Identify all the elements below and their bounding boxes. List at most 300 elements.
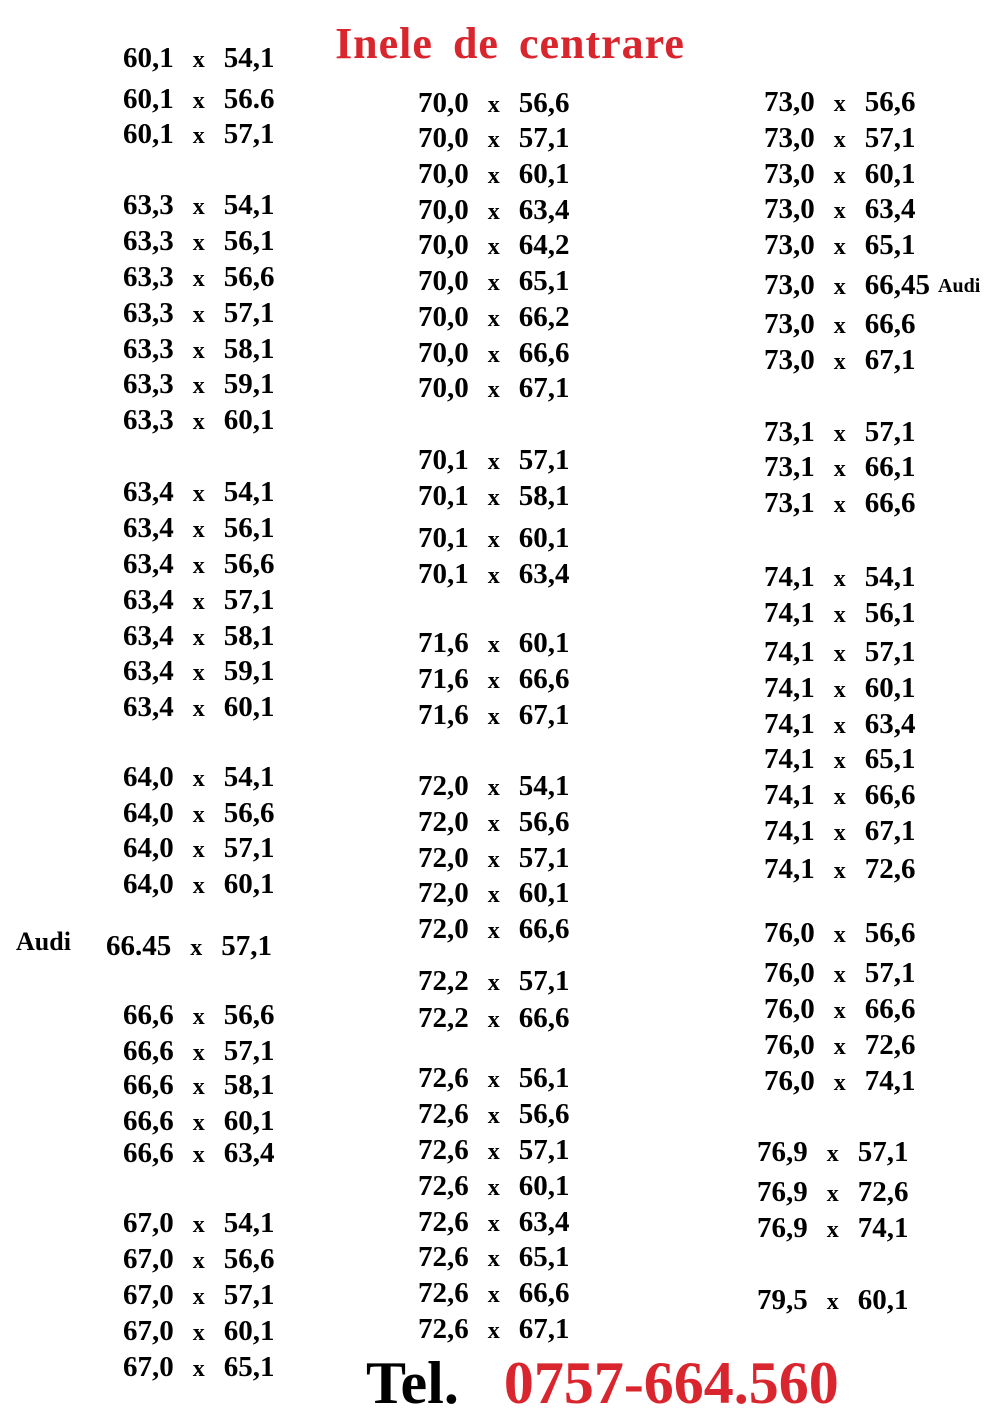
inner-diameter: 60,1: [518, 522, 570, 554]
inner-diameter: 72,6: [857, 1176, 909, 1208]
times-separator: x: [192, 1356, 205, 1382]
size-entry: [418, 1206, 570, 1238]
times-separator: x: [192, 88, 205, 114]
size-entry: [123, 832, 275, 864]
outer-diameter: 72,0: [418, 913, 469, 945]
inner-diameter: 60,1: [518, 1170, 570, 1202]
outer-diameter: 74,1: [764, 597, 815, 629]
outer-diameter: 74,1: [764, 743, 815, 775]
times-separator: x: [487, 1318, 500, 1344]
contact-footer: [366, 1350, 839, 1416]
size-entry: [123, 868, 275, 900]
outer-diameter: 70,0: [418, 265, 469, 297]
outer-diameter: 63,4: [123, 691, 174, 723]
inner-diameter: 56,1: [864, 597, 916, 629]
times-separator: x: [487, 632, 500, 658]
times-separator: x: [192, 1212, 205, 1238]
inner-diameter: 67,1: [518, 1313, 570, 1345]
inner-diameter: 57,1: [518, 444, 570, 476]
outer-diameter: 73,1: [764, 487, 815, 519]
inner-diameter: 57,1: [223, 118, 275, 150]
size-entry: [764, 957, 916, 989]
size-entry: [418, 1170, 570, 1202]
outer-diameter: 76,0: [764, 957, 815, 989]
size-entry: [764, 158, 916, 190]
inner-diameter: 56,6: [223, 797, 275, 829]
inner-diameter: 66,6: [864, 993, 916, 1025]
times-separator: x: [192, 1004, 205, 1030]
times-separator: x: [833, 313, 846, 339]
outer-diameter: 73,0: [764, 122, 815, 154]
inner-diameter: 57,1: [518, 842, 570, 874]
size-entry: [757, 1176, 909, 1208]
times-separator: x: [192, 625, 205, 651]
times-separator: x: [487, 485, 500, 511]
times-separator: x: [487, 775, 500, 801]
inner-diameter: 66,6: [518, 913, 570, 945]
outer-diameter: 74,1: [764, 815, 815, 847]
times-separator: x: [833, 91, 846, 117]
size-entry: [418, 1277, 570, 1309]
inner-diameter: 57,1: [518, 1134, 570, 1166]
size-entry: [764, 815, 916, 847]
outer-diameter: 72,6: [418, 1313, 469, 1345]
inner-diameter: 65,1: [518, 265, 570, 297]
size-entry: [764, 672, 916, 704]
outer-diameter: 76,0: [764, 917, 815, 949]
size-entry: [764, 993, 916, 1025]
size-entry: [764, 86, 916, 118]
outer-diameter: 67,0: [123, 1315, 174, 1347]
inner-diameter: 54,1: [223, 761, 275, 793]
times-separator: x: [833, 922, 846, 948]
size-entry: [123, 42, 275, 74]
inner-diameter: 57,1: [223, 1279, 275, 1311]
times-separator: x: [487, 234, 500, 260]
outer-diameter: 74,1: [764, 672, 815, 704]
outer-diameter: 72,0: [418, 877, 469, 909]
size-entry: [123, 297, 275, 329]
outer-diameter: 70,0: [418, 122, 469, 154]
size-entry: [123, 999, 275, 1031]
times-separator: x: [192, 230, 205, 256]
times-separator: x: [192, 660, 205, 686]
times-separator: x: [192, 373, 205, 399]
size-entry: [123, 1069, 275, 1101]
outer-diameter: 70,1: [418, 444, 469, 476]
inner-diameter: 57,1: [864, 957, 916, 989]
outer-diameter: 76,9: [757, 1212, 808, 1244]
times-separator: x: [192, 553, 205, 579]
times-separator: x: [487, 199, 500, 225]
times-separator: x: [833, 962, 846, 988]
times-separator: x: [833, 677, 846, 703]
outer-diameter: 71,6: [418, 699, 469, 731]
times-separator: x: [487, 1175, 500, 1201]
inner-diameter: 60,1: [223, 868, 275, 900]
times-separator: x: [833, 784, 846, 810]
size-entry: [123, 261, 275, 293]
brand-note: Audi: [938, 275, 981, 297]
size-entry: [764, 416, 916, 448]
inner-diameter: 67,1: [864, 344, 916, 376]
outer-diameter: 73,0: [764, 308, 815, 340]
times-separator: x: [833, 234, 846, 260]
times-separator: x: [192, 302, 205, 328]
times-separator: x: [833, 456, 846, 482]
size-entry: [418, 194, 570, 226]
outer-diameter: 73,0: [764, 229, 815, 261]
size-entry: [123, 691, 275, 723]
outer-diameter: 66,6: [123, 999, 174, 1031]
outer-diameter: 66,6: [123, 1137, 174, 1169]
size-entry: [764, 229, 916, 261]
times-separator: x: [833, 858, 846, 884]
outer-diameter: 67,0: [123, 1207, 174, 1239]
outer-diameter: 73,1: [764, 451, 815, 483]
outer-diameter: 76,0: [764, 1065, 815, 1097]
times-separator: x: [192, 1320, 205, 1346]
size-entry: [123, 1315, 275, 1347]
size-entry: [764, 269, 980, 301]
times-separator: x: [833, 820, 846, 846]
outer-diameter: 63,4: [123, 620, 174, 652]
inner-diameter: 66,1: [864, 451, 916, 483]
times-separator: x: [833, 492, 846, 518]
times-separator: x: [833, 998, 846, 1024]
inner-diameter: 60,1: [223, 691, 275, 723]
inner-diameter: 60,1: [518, 158, 570, 190]
inner-diameter: 57,1: [864, 636, 916, 668]
times-separator: x: [487, 1103, 500, 1129]
size-entry: [418, 699, 570, 731]
size-entry: [418, 122, 570, 154]
times-separator: x: [487, 1282, 500, 1308]
outer-diameter: 72,6: [418, 1134, 469, 1166]
inner-diameter: 56.6: [223, 83, 275, 115]
brand-note: Audi: [16, 927, 71, 956]
inner-diameter: 60,1: [223, 1315, 275, 1347]
times-separator: x: [192, 47, 205, 73]
times-separator: x: [826, 1289, 839, 1315]
times-separator: x: [833, 163, 846, 189]
outer-diameter: 63,3: [123, 297, 174, 329]
outer-diameter: 72,2: [418, 1002, 469, 1034]
times-separator: x: [833, 127, 846, 153]
size-entry: [16, 927, 272, 962]
inner-diameter: 56,6: [864, 86, 916, 118]
size-entry: [418, 480, 570, 512]
outer-diameter: 60,1: [123, 42, 174, 74]
times-separator: x: [826, 1217, 839, 1243]
outer-diameter: 60,1: [123, 83, 174, 115]
outer-diameter: 66,6: [123, 1069, 174, 1101]
outer-diameter: 70,1: [418, 480, 469, 512]
times-separator: x: [192, 589, 205, 615]
times-separator: x: [192, 1040, 205, 1066]
times-separator: x: [487, 1211, 500, 1237]
size-entry: [418, 913, 570, 945]
outer-diameter: 73,0: [764, 193, 815, 225]
outer-diameter: 60,1: [123, 118, 174, 150]
outer-diameter: 70,0: [418, 87, 469, 119]
inner-diameter: 57,1: [223, 584, 275, 616]
inner-diameter: 67,1: [864, 815, 916, 847]
inner-diameter: 65,1: [223, 1351, 275, 1383]
outer-diameter: 76,9: [757, 1176, 808, 1208]
inner-diameter: 66,6: [864, 779, 916, 811]
outer-diameter: 70,1: [418, 522, 469, 554]
times-separator: x: [487, 92, 500, 118]
inner-diameter: 56,6: [223, 261, 275, 293]
size-entry: [418, 158, 570, 190]
times-separator: x: [487, 704, 500, 730]
size-entry: [123, 1351, 275, 1383]
times-separator: x: [192, 266, 205, 292]
inner-diameter: 54,1: [223, 42, 275, 74]
size-entry: [418, 1241, 570, 1273]
size-entry: [764, 451, 916, 483]
inner-diameter: 66,6: [518, 663, 570, 695]
size-entry: [764, 487, 916, 519]
times-separator: x: [833, 748, 846, 774]
size-entry: [764, 308, 916, 340]
inner-diameter: 54,1: [223, 1207, 275, 1239]
inner-diameter: 57,1: [518, 122, 570, 154]
outer-diameter: 64,0: [123, 797, 174, 829]
inner-diameter: 66,6: [518, 1277, 570, 1309]
times-separator: x: [192, 481, 205, 507]
outer-diameter: 66.45: [106, 930, 172, 962]
size-entry: [418, 229, 570, 261]
times-separator: x: [487, 1007, 500, 1033]
times-separator: x: [487, 449, 500, 475]
inner-diameter: 74,1: [857, 1212, 909, 1244]
inner-diameter: 66,6: [864, 308, 916, 340]
times-separator: x: [826, 1141, 839, 1167]
inner-diameter: 60,1: [864, 158, 916, 190]
size-entry: [418, 806, 570, 838]
page-title: Inele de centrare: [335, 19, 685, 68]
size-entry: [418, 301, 570, 333]
outer-diameter: 72,0: [418, 770, 469, 802]
inner-diameter: 59,1: [223, 368, 275, 400]
size-entry: [418, 1134, 570, 1166]
outer-diameter: 63,3: [123, 261, 174, 293]
times-separator: x: [192, 409, 205, 435]
times-separator: x: [833, 602, 846, 628]
outer-diameter: 63,3: [123, 333, 174, 365]
inner-diameter: 57,1: [223, 297, 275, 329]
inner-diameter: 63,4: [518, 1206, 570, 1238]
inner-diameter: 63,4: [864, 193, 916, 225]
phone-number[interactable]: 0757-664.560: [503, 1350, 839, 1416]
outer-diameter: 66,6: [123, 1035, 174, 1067]
inner-diameter: 63,4: [223, 1137, 275, 1169]
outer-diameter: 67,0: [123, 1279, 174, 1311]
times-separator: x: [826, 1181, 839, 1207]
outer-diameter: 67,0: [123, 1243, 174, 1275]
inner-diameter: 56,6: [518, 1098, 570, 1130]
times-separator: x: [487, 527, 500, 553]
tel-label: Tel.: [366, 1350, 459, 1416]
times-separator: x: [833, 421, 846, 447]
inner-diameter: 74,1: [864, 1065, 916, 1097]
size-entry: [418, 337, 570, 369]
size-entry: [764, 597, 916, 629]
size-entry: [764, 636, 916, 668]
inner-diameter: 58,1: [223, 620, 275, 652]
inner-diameter: 56,1: [223, 225, 275, 257]
size-entry: [418, 965, 570, 997]
outer-diameter: 63,3: [123, 225, 174, 257]
inner-diameter: 66,2: [518, 301, 570, 333]
outer-diameter: 72,6: [418, 1062, 469, 1094]
inner-diameter: 56,6: [223, 1243, 275, 1275]
outer-diameter: 72,0: [418, 806, 469, 838]
inner-diameter: 56,6: [518, 806, 570, 838]
times-separator: x: [833, 349, 846, 375]
times-separator: x: [487, 970, 500, 996]
inner-diameter: 60,1: [223, 1105, 275, 1137]
size-entry: [757, 1212, 909, 1244]
outer-diameter: 72,6: [418, 1170, 469, 1202]
inner-diameter: 56,6: [864, 917, 916, 949]
size-entry: [418, 627, 570, 659]
times-separator: x: [487, 1067, 500, 1093]
times-separator: x: [192, 1110, 205, 1136]
inner-diameter: 66,6: [518, 1002, 570, 1034]
size-entry: [764, 917, 916, 949]
times-separator: x: [487, 563, 500, 589]
inner-diameter: 57,1: [864, 122, 916, 154]
size-entry: [764, 1065, 916, 1097]
size-entry: [764, 1029, 916, 1061]
inner-diameter: 59,1: [223, 655, 275, 687]
size-entry: [764, 853, 916, 885]
size-entry: [764, 193, 916, 225]
inner-diameter: 60,1: [518, 627, 570, 659]
size-entry: [123, 548, 275, 580]
size-entry: [418, 770, 570, 802]
inner-diameter: 56,6: [518, 87, 570, 119]
times-separator: x: [192, 766, 205, 792]
times-separator: x: [833, 566, 846, 592]
outer-diameter: 70,0: [418, 337, 469, 369]
size-entry: [764, 779, 916, 811]
inner-diameter: 60,1: [864, 672, 916, 704]
outer-diameter: 76,0: [764, 1029, 815, 1061]
times-separator: x: [487, 847, 500, 873]
outer-diameter: 63,3: [123, 189, 174, 221]
inner-diameter: 56,1: [518, 1062, 570, 1094]
times-separator: x: [487, 342, 500, 368]
inner-diameter: 65,1: [518, 1241, 570, 1273]
inner-diameter: 72,6: [864, 1029, 916, 1061]
times-separator: x: [833, 274, 846, 300]
times-separator: x: [833, 713, 846, 739]
times-separator: x: [192, 194, 205, 220]
outer-diameter: 70,0: [418, 301, 469, 333]
size-entry: [123, 118, 275, 150]
outer-diameter: 79,5: [757, 1284, 808, 1316]
size-entry: [123, 189, 275, 221]
size-entry: [757, 1284, 909, 1316]
inner-diameter: 58,1: [223, 1069, 275, 1101]
inner-diameter: 56,6: [223, 999, 275, 1031]
inner-diameter: 56,1: [223, 512, 275, 544]
size-entry: [123, 1137, 275, 1169]
times-separator: x: [192, 837, 205, 863]
times-separator: x: [192, 1142, 205, 1168]
size-entry: [418, 522, 570, 554]
outer-diameter: 73,0: [764, 158, 815, 190]
times-separator: x: [487, 882, 500, 908]
inner-diameter: 63,4: [864, 708, 916, 740]
outer-diameter: 72,6: [418, 1206, 469, 1238]
size-entry: [757, 1136, 909, 1168]
size-entry: [123, 333, 275, 365]
inner-diameter: 72,6: [864, 853, 916, 885]
inner-diameter: 65,1: [864, 229, 916, 261]
outer-diameter: 74,1: [764, 708, 815, 740]
size-entry: [418, 558, 570, 590]
size-entry: [764, 122, 916, 154]
outer-diameter: 71,6: [418, 663, 469, 695]
size-entry: [123, 1243, 275, 1275]
size-entry: [123, 655, 275, 687]
inner-diameter: 54,1: [864, 561, 916, 593]
size-entry: [418, 265, 570, 297]
inner-diameter: 60,1: [518, 877, 570, 909]
outer-diameter: 74,1: [764, 636, 815, 668]
times-separator: x: [192, 123, 205, 149]
size-entry: [418, 444, 570, 476]
times-separator: x: [487, 811, 500, 837]
times-separator: x: [192, 1074, 205, 1100]
outer-diameter: 64,0: [123, 761, 174, 793]
outer-diameter: 63,4: [123, 655, 174, 687]
size-entry: [123, 476, 275, 508]
inner-diameter: 63,4: [518, 558, 570, 590]
size-entry: [418, 1098, 570, 1130]
size-entry: [123, 1105, 275, 1137]
outer-diameter: 76,0: [764, 993, 815, 1025]
times-separator: x: [192, 517, 205, 543]
inner-diameter: 66,6: [518, 337, 570, 369]
size-entry: [123, 761, 275, 793]
inner-diameter: 60,1: [223, 404, 275, 436]
times-separator: x: [487, 1139, 500, 1165]
outer-diameter: 70,0: [418, 158, 469, 190]
times-separator: x: [190, 935, 203, 961]
outer-diameter: 72,6: [418, 1277, 469, 1309]
outer-diameter: 72,6: [418, 1098, 469, 1130]
outer-diameter: 63,4: [123, 548, 174, 580]
inner-diameter: 57,1: [223, 832, 275, 864]
times-separator: x: [833, 641, 846, 667]
times-separator: x: [487, 127, 500, 153]
outer-diameter: 67,0: [123, 1351, 174, 1383]
times-separator: x: [487, 270, 500, 296]
outer-diameter: 70,0: [418, 194, 469, 226]
outer-diameter: 70,1: [418, 558, 469, 590]
inner-diameter: 58,1: [223, 333, 275, 365]
times-separator: x: [487, 163, 500, 189]
outer-diameter: 66,6: [123, 1105, 174, 1137]
inner-diameter: 64,2: [518, 229, 570, 261]
inner-diameter: 54,1: [223, 476, 275, 508]
